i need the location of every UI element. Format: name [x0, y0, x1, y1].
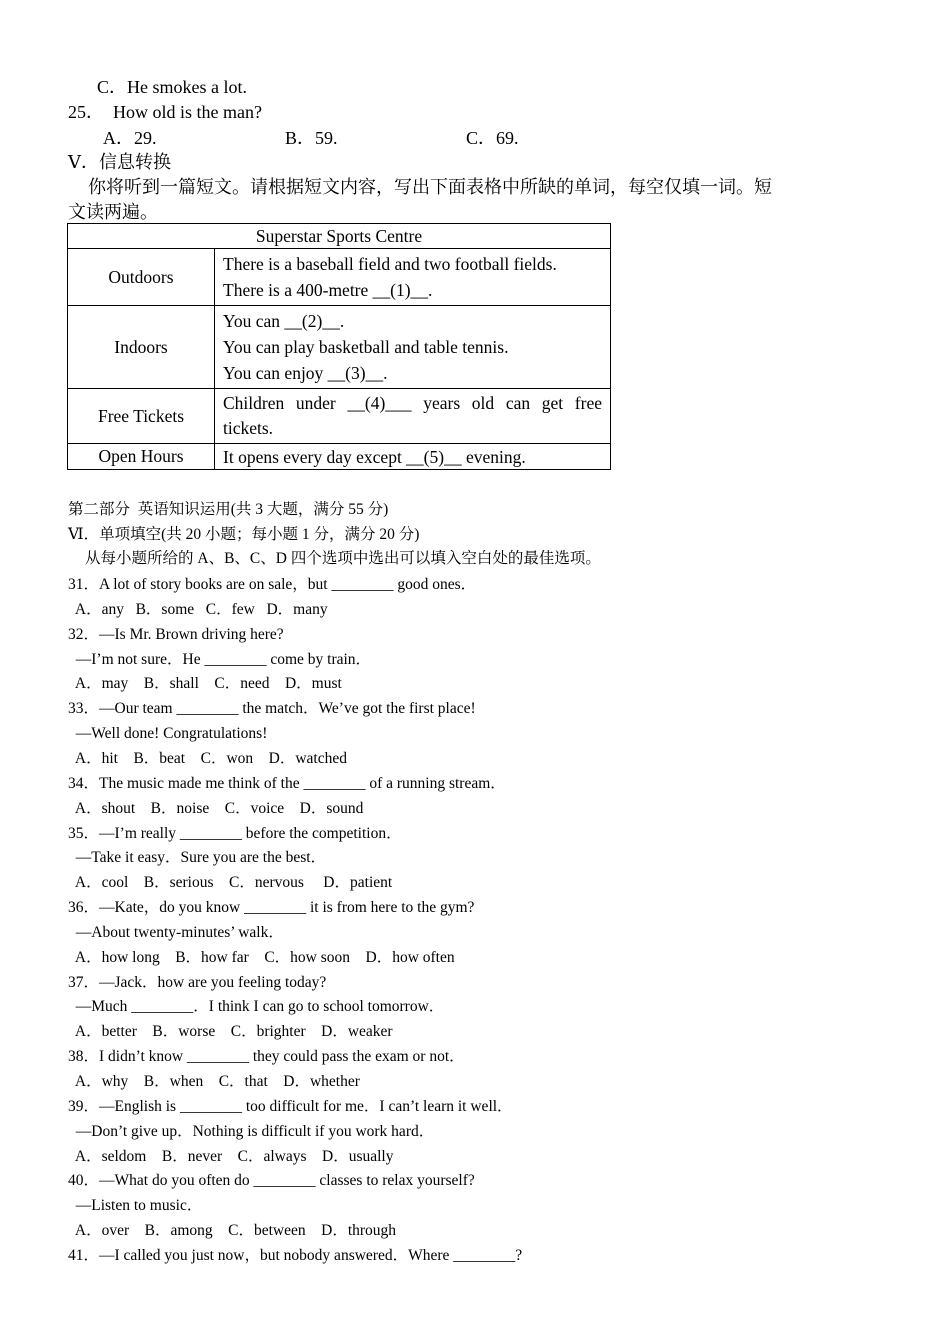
question-line: —Listen to music．: [68, 1197, 203, 1215]
question-line: 31．A lot of story books are on sale，but ________ good ones．: [68, 576, 477, 593]
free-tickets-line-1: Children under __(4)___ years old can get free tickets.: [223, 393, 602, 438]
question-line: A．better B．worse C．brighter D．weaker: [68, 1023, 393, 1041]
section5-title: Ⅴ．信息转换: [68, 152, 171, 172]
outdoors-line-1: There is a baseball field and two football fields.: [223, 254, 557, 274]
row-content-outdoors: [215, 249, 611, 306]
question-line: A．any B．some C．few D．many: [68, 600, 328, 618]
row-content-free-tickets: [215, 389, 611, 444]
open-hours-line-1: It opens every day except __(5)__ evening.: [223, 446, 526, 467]
q25-stem: 25． How old is the man?: [68, 102, 262, 122]
section5-instruction-line1: 你将听到一篇短文。请根据短文内容，写出下面表格中所缺的单词，每空仅填一词。短: [88, 177, 772, 197]
question-line: —Well done! Congratulations!: [68, 725, 268, 743]
question-line: 36．—Kate，do you know ________ it is from here to the gym?: [68, 899, 475, 917]
indoors-line-3: You can enjoy __(3)__.: [223, 363, 388, 383]
indoors-line-2: You can play basketball and table tennis.: [223, 337, 509, 357]
row-content-indoors: [215, 306, 611, 389]
question-line: 33．—Our team ________ the match．We’ve got the first place!: [68, 700, 476, 718]
question-line: 40．—What do you often do ________ classes to relax yourself?: [68, 1172, 475, 1190]
q25-option-a: A．29.: [103, 128, 157, 148]
question-line: A．may B．shall C．need D．must: [68, 675, 342, 693]
table-title: Superstar Sports Centre: [68, 224, 611, 249]
row-content-open-hours: [215, 444, 611, 470]
question-line: —Much ________．I think I can go to school tomorrow．: [68, 998, 445, 1016]
question-line: A．cool B．serious C．nervous D．patient: [68, 874, 393, 892]
q25-option-b: B．59.: [285, 128, 338, 148]
question-line: A．why B．when C．that D．whether: [68, 1073, 360, 1090]
question-line: 38．I didn’t know ________ they could pass the exam or not．: [68, 1048, 465, 1066]
question-line: A．shout B．noise C．voice D．sound: [68, 799, 364, 817]
question-line: A．hit B．beat C．won D．watched: [68, 749, 347, 767]
q25-option-c: C．69.: [466, 128, 519, 148]
question-line: A．how long B．how far C．how soon D．how often: [68, 948, 455, 966]
part2-title: 第二部分 英语知识运用(共 3 大题，满分 55 分): [68, 501, 389, 518]
question-line: 39．—English is ________ too difficult for me．I can’t learn it well．: [68, 1097, 513, 1115]
question-line: —Take it easy．Sure you are the best．: [68, 849, 327, 867]
question-line: A．over B．among C．between D．through: [68, 1222, 397, 1240]
row-label-open-hours: Open Hours: [68, 444, 215, 470]
question-line: —I’m not sure．He ________ come by train．: [68, 650, 372, 668]
question-line: A．seldom B．never C．always D．usually: [68, 1147, 394, 1165]
section6-title: Ⅵ．单项填空(共 20 小题；每小题 1 分，满分 20 分): [68, 526, 420, 543]
question-line: 35．—I’m really ________ before the competition．: [68, 824, 402, 842]
row-label-indoors: Indoors: [68, 306, 215, 389]
row-label-free-tickets: Free Tickets: [68, 389, 215, 444]
question-line: 41．—I called you just now，but nobody answered．Where ________?: [68, 1246, 523, 1264]
outdoors-line-2: There is a 400-metre __(1)__.: [223, 280, 433, 300]
question-line: 34．The music made me think of the ________ of a running stream．: [68, 774, 506, 792]
q24-option-c: C．He smokes a lot.: [97, 77, 247, 97]
question-line: 37．—Jack．how are you feeling today?: [68, 973, 327, 991]
question-line: —Don’t give up．Nothing is difficult if you work hard．: [68, 1122, 435, 1140]
question-line: 32．—Is Mr. Brown driving here?: [68, 625, 284, 643]
section6-instruction: 从每小题所给的 A、B、C、D 四个选项中选出可以填入空白处的最佳选项。: [85, 550, 601, 567]
question-line: —About twenty-minutes’ walk．: [68, 923, 284, 941]
superstar-table: [67, 223, 611, 470]
section5-instruction-line2: 文读两遍。: [68, 202, 158, 222]
indoors-line-1: You can __(2)__.: [223, 311, 345, 331]
row-label-outdoors: Outdoors: [68, 249, 215, 306]
